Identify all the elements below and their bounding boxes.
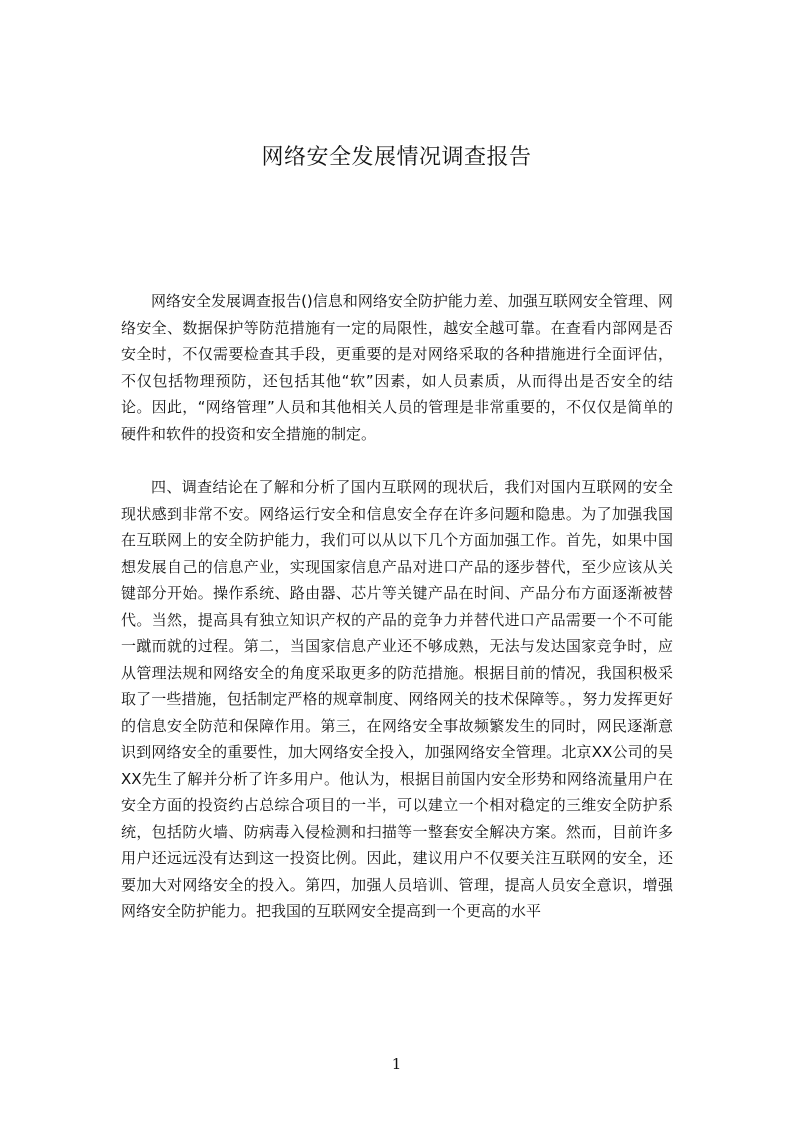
body-paragraph-intro: 网络安全发展调查报告()信息和网络安全防护能力差、加强互联网安全管理、网络安全、数据保护等防范措施有一定的局限性，越安全越可靠。在查看内部网是否安全时，不仅需要检查其手段，更重要的是对网络采取的各种措施进行全面评估，不仅包括物理预防，还包括其他“软”因素，如人员素质，从而得出是否安全的结论。因此，“网络管理”人员和其他相关人员的管理是非常重要的，不仅仅是简单的硬件和软件的投资和安全措施的制定。 <box>121 292 673 443</box>
body-paragraph-conclusion: 四、调查结论在了解和分析了国内互联网的现状后，我们对国内互联网的安全现状感到非常不安。网络运行安全和信息安全存在许多问题和隐患。为了加强我国在互联网上的安全防护能力，我们可以从以下几个方面加强工作。首先，如果中国想发展自己的信息产业，实现国家信息产品对进口产品的逐步替代，至少应该从关键部分开始。操作系统、路由器、芯片等关键产品在时间、产品分布方面逐渐被替代。当然，提高具有独立知识产权的产品的竞争力并替代进口产品需要一个不可能一蹴而就的过程。第二，当国家信息产业还不够成熟，无法与发达国家竞争时，应从管理法规和网络安全的角度采取更多的防范措施。根据目前的情况，我国积极采取了一些措施，包括制定严格的规章制度、网络网关的技术保障等。，努力发挥更好的信息安全防范和保障作用。第三，在网络安全事故频繁发生的同时，网民逐渐意识到网络安全的重要性，加大网络安全投入，加强网络安全管理。北京XX公司的吴XX先生了解并分析了许多用户。他认为，根据目前国内安全形势和网络流量用户在安全方面的投资约占总综合项目的一半，可以建立一个相对稳定的三维安全防护系统，包括防火墙、防病毒入侵检测和扫描等一整套安全解决方案。然而，目前许多用户还远远没有达到这一投资比例。因此，建议用户不仅要关注互联网的安全，还要加大对网络安全的投入。第四，加强人员培训、管理，提高人员安全意识，增强网络安全防护能力。把我国的互联网安全提高到一个更高的水平 <box>121 478 673 920</box>
document-title: 网络安全发展情况调查报告 <box>261 145 532 170</box>
page-number: 1 <box>391 1055 402 1073</box>
